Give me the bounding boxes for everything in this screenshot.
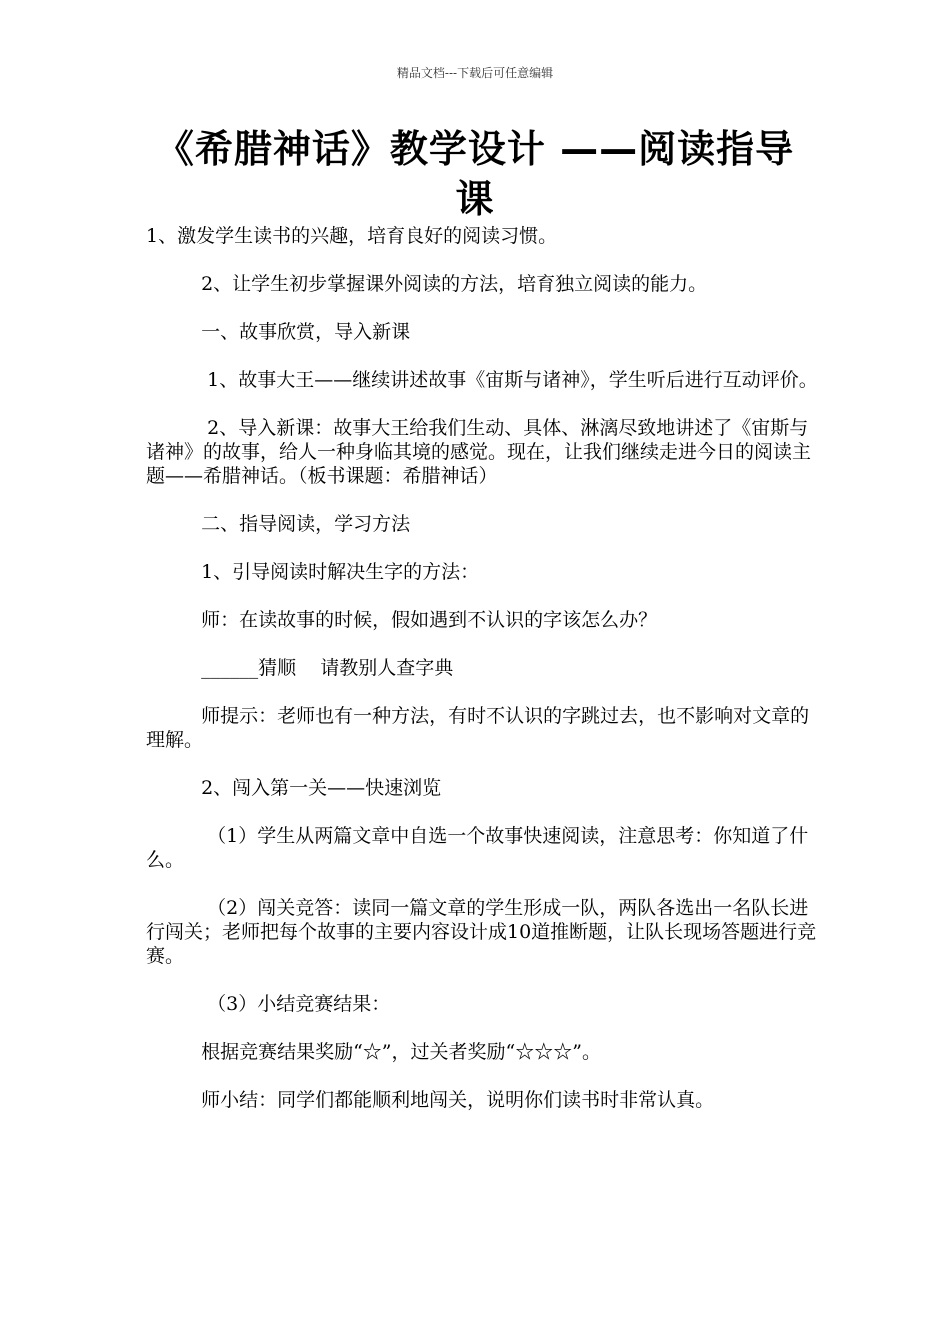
paragraph: （2）闯关竞答：读同一篇文章的学生形成一队，两队各选出一名队长进行闯关；老师把每个故事的主要内容设计成10道推断题，让队长现场答题进行竞赛。	[146, 897, 817, 967]
paragraph: 根据竞赛结果奖励“☆”，过关者奖励“☆☆☆”。	[201, 1041, 601, 1063]
page-header: 精品文档---下载后可任意编辑	[396, 66, 554, 80]
document-body	[146, 224, 826, 1136]
paragraph: 2、让学生初步掌握课外阅读的方法，培育独立阅读的能力。	[201, 273, 708, 295]
paragraph: 1、引导阅读时解决生字的方法：	[201, 561, 480, 583]
paragraph: ______猜顺 请教别人查字典	[201, 657, 454, 679]
paragraph: 师小结：同学们都能顺利地闯关，说明你们读书时非常认真。	[201, 1089, 715, 1111]
paragraph: 2、闯入第一关——快速浏览	[201, 777, 442, 799]
paragraph: 师：在读故事的时候，假如遇到不认识的字该怎么办？	[201, 609, 658, 631]
paragraph: 一、故事欣赏，导入新课	[201, 321, 411, 343]
paragraph: 师提示：老师也有一种方法，有时不认识的字跳过去，也不影响对文章的理解。	[146, 705, 810, 751]
paragraph: （3）小结竞赛结果：	[201, 993, 391, 1015]
paragraph: （1）学生从两篇文章中自选一个故事快速阅读，注意思考：你知道了什么。	[146, 825, 809, 871]
paragraph: 二、指导阅读，学习方法	[201, 513, 411, 535]
paragraph: 1、激发学生读书的兴趣，培育良好的阅读习惯。	[146, 225, 558, 247]
paragraph: 1、故事大王——继续讲述故事《宙斯与诸神》，学生听后进行互动评价。	[201, 369, 818, 391]
document-title: 《希腊神话》教学设计 ——阅读指导课	[155, 127, 795, 221]
paragraph: 2、导入新课：故事大王给我们生动、具体、淋漓尽致地讲述了《宙斯与诸神》的故事，给人一种身临其境的感觉。现在，让我们继续走进今日的阅读主题——希腊神话。（板书课题：希腊神话）	[146, 417, 812, 487]
